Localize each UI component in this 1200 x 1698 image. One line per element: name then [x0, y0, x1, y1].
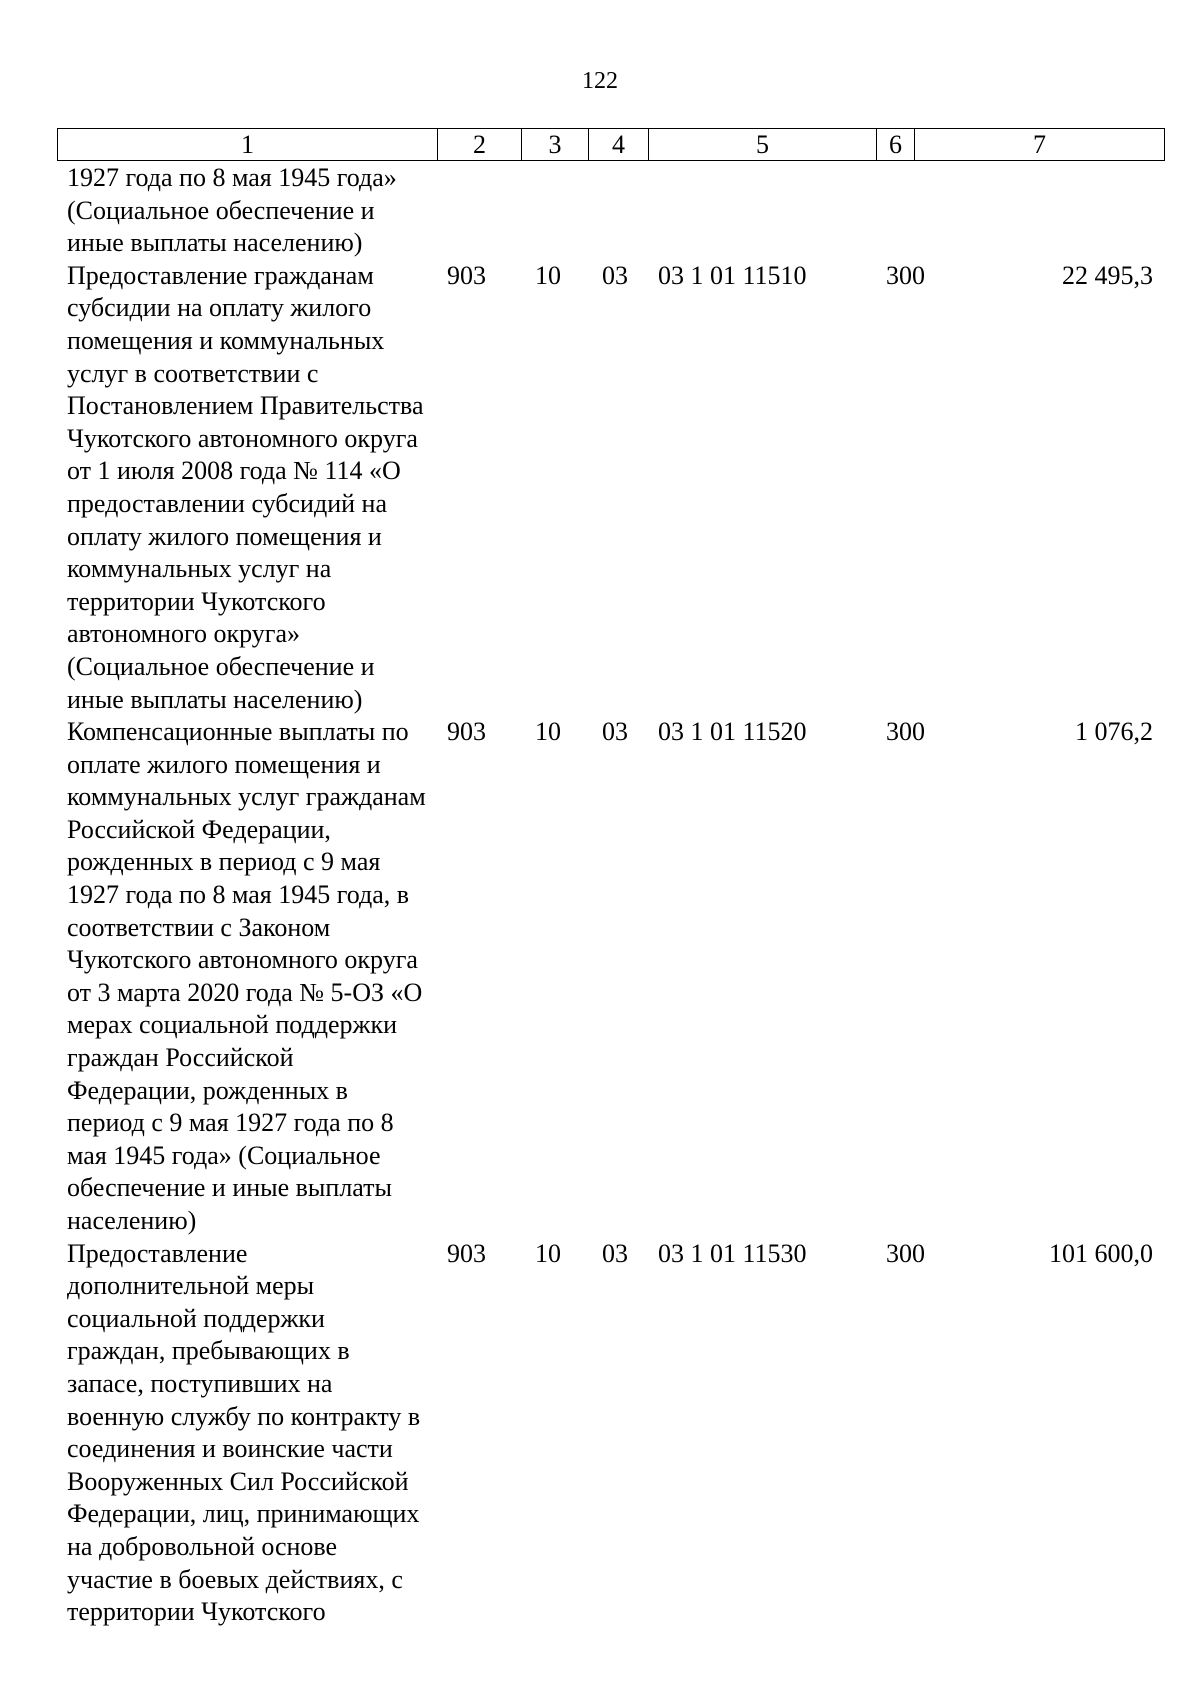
header-col-3: 3	[522, 129, 589, 161]
description-line: граждан Российской	[67, 1043, 294, 1073]
description-line: граждан, пребывающих в	[67, 1336, 350, 1366]
expense-type-code: 300	[886, 717, 925, 747]
description-line: на добровольной основе	[67, 1531, 338, 1561]
description-line: Чукотского автономного округа	[67, 423, 418, 453]
header-col-7: 7	[915, 129, 1165, 161]
description-line: 1927 года по 8 мая 1945 года, в	[67, 880, 410, 910]
description-line: дополнительной меры	[67, 1271, 315, 1301]
description-line: иные выплаты населению)	[67, 684, 363, 714]
description-line: Постановлением Правительства	[67, 391, 424, 421]
target-article-code: 03 1 01 11510	[658, 260, 807, 290]
description-line: Компенсационные выплаты по	[67, 717, 409, 747]
description-line: Предоставление гражданам	[67, 260, 374, 290]
description-line: оплату жилого помещения и	[67, 521, 382, 551]
header-col-2: 2	[438, 129, 522, 161]
description-line: Российской Федерации,	[67, 814, 331, 844]
section-code: 10	[535, 1238, 561, 1268]
section-code: 10	[535, 260, 561, 290]
description-line: (Социальное обеспечение и	[67, 195, 375, 225]
table-row	[57, 1238, 1165, 1629]
description-line: территории Чукотского	[67, 1597, 326, 1627]
description-line: помещения и коммунальных	[67, 325, 385, 355]
description-line: (Социальное обеспечение и	[67, 651, 375, 681]
description-line: Федерации, рожденных в	[67, 1075, 348, 1105]
subsection-code: 03	[602, 260, 628, 290]
row-description	[57, 260, 437, 716]
description-line: коммунальных услуг на	[67, 554, 332, 584]
table-rows	[57, 162, 1165, 1629]
header-col-4: 4	[589, 129, 649, 161]
row-description	[57, 162, 437, 260]
description-line: соединения и воинские части	[67, 1434, 393, 1464]
description-line: Чукотского автономного округа	[67, 945, 418, 975]
target-article-code: 03 1 01 11520	[658, 717, 807, 747]
amount	[914, 162, 1165, 260]
ministry-code	[437, 162, 521, 260]
table-row	[57, 260, 1165, 716]
subsection-code	[588, 162, 648, 260]
description-line: от 1 июля 2008 года № 114 «О	[67, 456, 401, 486]
description-line: оплате жилого помещения и	[67, 749, 381, 779]
description-line: Федерации, лиц, принимающих	[67, 1499, 420, 1529]
ministry-code: 903	[447, 1238, 486, 1268]
description-line: предоставлении субсидий на	[67, 488, 387, 518]
description-line: коммунальных услуг гражданам	[67, 782, 426, 812]
row-description	[57, 716, 437, 1238]
description-line: военную службу по контракту в	[67, 1401, 421, 1431]
header-col-5: 5	[649, 129, 877, 161]
amount: 22 495,3	[1062, 260, 1153, 290]
description-line: соответствии с Законом	[67, 912, 331, 942]
budget-table-body	[57, 162, 1165, 1629]
description-line: 1927 года по 8 мая 1945 года»	[67, 163, 397, 192]
section-code	[521, 162, 588, 260]
description-line: населению)	[67, 1206, 197, 1235]
description-line: территории Чукотского	[67, 586, 326, 616]
description-line: иные выплаты населению)	[67, 228, 363, 258]
expense-type-code	[876, 162, 914, 260]
subsection-code: 03	[602, 1238, 628, 1268]
description-line: от 3 марта 2020 года № 5-ОЗ «О	[67, 977, 423, 1007]
target-article-code	[648, 162, 876, 260]
header-row	[58, 129, 1165, 161]
subsection-code: 03	[602, 717, 628, 747]
target-article-code: 03 1 01 11530	[658, 1238, 807, 1268]
description-line: обеспечение и иные выплаты	[67, 1173, 392, 1203]
header-col-6: 6	[877, 129, 915, 161]
description-line: Вооруженных Сил Российской	[67, 1466, 409, 1496]
description-line: период с 9 мая 1927 года по 8	[67, 1108, 394, 1138]
description-line: мерах социальной поддержки	[67, 1010, 398, 1040]
description-line: мая 1945 года» (Социальное	[67, 1140, 381, 1170]
ministry-code: 903	[447, 717, 486, 747]
page-number: 122	[582, 68, 618, 94]
description-line: автономного округа»	[67, 619, 300, 649]
header-col-1: 1	[58, 129, 438, 161]
table-row	[57, 716, 1165, 1238]
expense-type-code: 300	[886, 260, 925, 290]
description-line: Предоставление	[67, 1238, 248, 1268]
amount: 101 600,0	[1049, 1238, 1153, 1268]
ministry-code: 903	[447, 260, 486, 290]
description-line: социальной поддержки	[67, 1303, 325, 1333]
table-header	[57, 128, 1165, 161]
description-line: субсидии на оплату жилого	[67, 293, 372, 323]
description-line: участие в боевых действиях, с	[67, 1564, 403, 1594]
description-line: запасе, поступивших на	[67, 1368, 333, 1398]
section-code: 10	[535, 717, 561, 747]
amount: 1 076,2	[1075, 717, 1153, 747]
table-row	[57, 162, 1165, 260]
row-description	[57, 1238, 437, 1629]
description-line: услуг в соответствии с	[67, 358, 319, 388]
description-line: рожденных в период с 9 мая	[67, 847, 381, 877]
expense-type-code: 300	[886, 1238, 925, 1268]
